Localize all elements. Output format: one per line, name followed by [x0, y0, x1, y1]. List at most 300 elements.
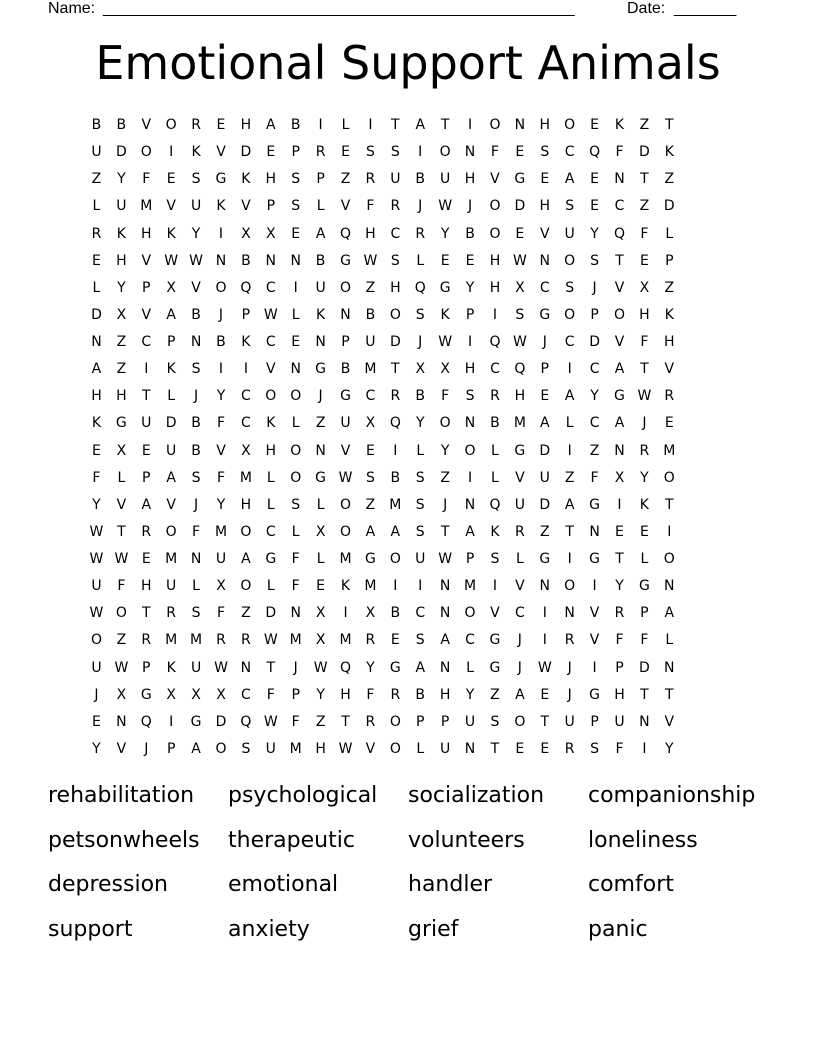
- grid-cell: E: [664, 415, 674, 432]
- grid-cell: L: [291, 523, 300, 540]
- grid-cell: L: [466, 659, 474, 676]
- grid-cell: T: [665, 117, 674, 133]
- grid-cell: D: [165, 415, 177, 432]
- grid-cell: K: [266, 415, 276, 432]
- grid-cell: K: [116, 225, 126, 242]
- grid-cell: F: [590, 469, 599, 486]
- grid-cell: T: [565, 523, 574, 540]
- grid-cell: E: [266, 144, 276, 161]
- grid-row: [84, 410, 732, 437]
- grid-cell: L: [491, 442, 499, 459]
- grid-cell: O: [564, 578, 576, 595]
- grid-cell: E: [515, 225, 525, 242]
- grid-cell: Z: [440, 469, 450, 486]
- grid-cell: B: [390, 469, 401, 486]
- grid-cell: C: [415, 605, 426, 622]
- grid-cell: Z: [365, 279, 376, 296]
- grid-cell: J: [542, 334, 547, 350]
- grid-cell: E: [92, 442, 101, 459]
- grid-cell: I: [592, 659, 597, 676]
- grid-cell: N: [464, 144, 476, 161]
- grid-cell: F: [366, 686, 375, 703]
- grid-cell: I: [642, 740, 647, 757]
- grid-cell: N: [664, 578, 675, 595]
- grid-cell: C: [514, 605, 525, 622]
- grid-cell: F: [615, 740, 624, 757]
- grid-cell: P: [316, 171, 325, 188]
- grid-cell: K: [241, 171, 251, 188]
- grid-cell: H: [265, 442, 277, 459]
- grid-cell: F: [192, 523, 201, 540]
- grid-cell: S: [565, 198, 575, 215]
- grid-cell: O: [439, 144, 451, 161]
- grid-cell: C: [539, 279, 550, 296]
- grid-cell: V: [539, 225, 550, 242]
- grid-cell: I: [218, 361, 224, 378]
- grid-cell: C: [390, 225, 401, 242]
- grid-cell: N: [464, 740, 476, 757]
- grid-cell: T: [391, 117, 400, 133]
- grid-cell: L: [266, 496, 275, 513]
- grid-cell: P: [540, 361, 549, 378]
- grid-cell: U: [390, 171, 401, 188]
- grid-cell: O: [290, 469, 302, 486]
- grid-cell: P: [291, 686, 300, 703]
- grid-cell: E: [515, 740, 525, 757]
- grid-cell: R: [241, 632, 251, 649]
- grid-cell: U: [514, 496, 525, 513]
- grid-cell: P: [590, 306, 599, 323]
- grid-cell: F: [216, 469, 226, 486]
- grid-cell: S: [415, 469, 425, 486]
- grid-cell: S: [415, 632, 425, 649]
- grid-cell: B: [465, 225, 475, 242]
- grid-cell: R: [490, 388, 500, 405]
- grid-cell: B: [415, 686, 426, 703]
- grid-cell: Z: [639, 117, 650, 133]
- word-list-item: comfort: [588, 872, 674, 897]
- grid-cell: H: [390, 279, 401, 296]
- grid-row: [84, 682, 732, 709]
- grid-cell: R: [315, 144, 326, 161]
- grid-cell: T: [341, 713, 350, 730]
- grid-cell: H: [116, 388, 127, 405]
- grid-cell: G: [589, 496, 600, 513]
- grid-cell: G: [589, 551, 600, 567]
- grid-cell: M: [663, 442, 676, 459]
- grid-row: [84, 492, 732, 519]
- grid-cell: V: [216, 442, 226, 459]
- grid-cell: F: [640, 632, 649, 649]
- grid-cell: N: [340, 306, 351, 323]
- grid-cell: G: [115, 415, 127, 432]
- grid-cell: B: [490, 415, 500, 432]
- grid-cell: P: [291, 144, 300, 161]
- grid-cell: T: [141, 605, 151, 622]
- grid-row: [84, 627, 732, 654]
- grid-cell: E: [291, 334, 301, 350]
- grid-cell: Z: [664, 279, 675, 296]
- grid-cell: T: [117, 523, 126, 540]
- grid-cell: N: [439, 605, 451, 622]
- grid-cell: G: [315, 361, 327, 378]
- grid-cell: L: [416, 252, 425, 269]
- grid-cell: E: [590, 198, 599, 215]
- grid-cell: Y: [465, 686, 475, 703]
- grid-cell: X: [266, 225, 276, 242]
- grid-cell: J: [443, 496, 448, 513]
- grid-cell: G: [340, 252, 351, 269]
- grid-cell: O: [215, 279, 227, 296]
- grid-cell: L: [167, 388, 176, 405]
- grid-cell: O: [165, 523, 177, 540]
- grid-cell: M: [140, 198, 153, 215]
- grid-cell: U: [440, 171, 451, 188]
- grid-cell: S: [590, 740, 600, 757]
- grid-cell: W: [512, 334, 527, 350]
- grid-cell: B: [116, 117, 127, 133]
- grid-cell: D: [589, 334, 600, 350]
- grid-cell: U: [614, 713, 625, 730]
- grid-cell: R: [390, 198, 401, 215]
- grid-row: [84, 546, 732, 573]
- grid-cell: V: [664, 713, 675, 730]
- grid-cell: S: [490, 713, 500, 730]
- grid-cell: U: [265, 740, 276, 757]
- grid-cell: X: [440, 361, 450, 378]
- grid-cell: E: [390, 632, 400, 649]
- grid-cell: P: [590, 713, 599, 730]
- grid-cell: X: [315, 632, 326, 649]
- grid-cell: L: [316, 551, 325, 567]
- grid-cell: O: [564, 252, 576, 269]
- grid-cell: K: [664, 144, 674, 161]
- grid-cell: L: [491, 469, 499, 486]
- grid-cell: N: [514, 117, 526, 133]
- grid-cell: U: [91, 659, 102, 676]
- grid-cell: U: [91, 144, 102, 161]
- grid-cell: A: [415, 659, 426, 676]
- grid-cell: B: [390, 605, 401, 622]
- grid-cell: D: [539, 442, 551, 459]
- grid-cell: W: [89, 551, 104, 567]
- grid-cell: M: [239, 469, 252, 486]
- grid-row: [84, 465, 732, 492]
- grid-cell: H: [240, 496, 252, 513]
- grid-cell: C: [589, 415, 600, 432]
- grid-cell: A: [564, 388, 575, 405]
- grid-cell: Q: [414, 279, 426, 296]
- grid-cell: Y: [415, 415, 425, 432]
- grid-cell: S: [465, 388, 475, 405]
- grid-cell: N: [564, 605, 575, 622]
- grid-cell: U: [190, 198, 202, 215]
- grid-cell: P: [166, 740, 176, 757]
- grid-cell: N: [614, 171, 625, 188]
- grid-cell: O: [165, 117, 177, 133]
- grid-cell: V: [365, 740, 376, 757]
- grid-cell: L: [665, 225, 674, 242]
- grid-cell: B: [216, 334, 226, 350]
- grid-cell: X: [241, 442, 251, 459]
- grid-cell: R: [664, 388, 675, 405]
- grid-cell: X: [191, 686, 201, 703]
- grid-cell: B: [241, 252, 251, 269]
- grid-cell: J: [642, 415, 647, 432]
- grid-cell: W: [537, 659, 552, 676]
- grid-cell: M: [339, 551, 352, 567]
- grid-cell: O: [464, 605, 476, 622]
- grid-cell: E: [515, 144, 525, 161]
- grid-cell: F: [266, 686, 275, 703]
- grid-cell: Z: [639, 198, 650, 215]
- grid-cell: T: [615, 551, 624, 567]
- grid-cell: R: [390, 686, 401, 703]
- grid-cell: I: [218, 225, 224, 242]
- grid-cell: S: [291, 198, 301, 215]
- grid-cell: N: [464, 496, 476, 513]
- grid-cell: O: [489, 225, 501, 242]
- grid-cell: V: [664, 361, 675, 378]
- grid-cell: E: [365, 442, 375, 459]
- grid-cell: E: [540, 171, 550, 188]
- grid-cell: N: [290, 361, 301, 378]
- grid-cell: V: [116, 740, 127, 757]
- grid-cell: M: [289, 740, 302, 757]
- grid-cell: N: [215, 252, 227, 269]
- grid-cell: S: [191, 469, 201, 486]
- grid-cell: H: [664, 334, 675, 350]
- grid-cell: M: [364, 361, 377, 378]
- grid-cell: O: [389, 306, 401, 323]
- grid-cell: Z: [116, 334, 127, 350]
- grid-cell: A: [191, 740, 201, 757]
- grid-cell: L: [316, 198, 325, 215]
- grid-cell: J: [517, 632, 522, 649]
- grid-row: [84, 655, 732, 682]
- grid-cell: J: [592, 279, 597, 296]
- grid-cell: P: [640, 605, 649, 622]
- grid-cell: J: [418, 334, 423, 350]
- grid-cell: A: [266, 117, 276, 133]
- grid-cell: C: [241, 686, 251, 703]
- grid-cell: L: [665, 632, 674, 649]
- grid-cell: K: [166, 225, 176, 242]
- grid-cell: Y: [117, 171, 126, 188]
- grid-cell: A: [465, 523, 475, 540]
- grid-cell: P: [416, 713, 425, 730]
- grid-cell: K: [241, 334, 251, 350]
- grid-cell: N: [91, 334, 102, 350]
- grid-cell: J: [318, 388, 323, 405]
- grid-cell: U: [340, 415, 351, 432]
- grid-row: [84, 356, 732, 383]
- grid-cell: V: [340, 198, 351, 215]
- grid-cell: O: [564, 306, 576, 323]
- grid-cell: J: [418, 198, 423, 215]
- word-list-item: volunteers: [408, 827, 525, 853]
- grid-cell: W: [114, 659, 129, 676]
- grid-cell: K: [614, 117, 625, 133]
- grid-cell: G: [638, 578, 650, 595]
- grid-cell: N: [639, 713, 650, 730]
- grid-cell: J: [218, 306, 224, 323]
- grid-row: [84, 193, 732, 220]
- grid-cell: I: [542, 605, 547, 622]
- grid-cell: W: [214, 659, 228, 676]
- grid-cell: Y: [117, 279, 126, 296]
- grid-cell: O: [290, 388, 302, 405]
- grid-cell: Z: [564, 469, 575, 486]
- grid-cell: F: [92, 469, 101, 486]
- grid-cell: C: [614, 198, 625, 215]
- grid-cell: J: [194, 496, 199, 513]
- grid-cell: W: [512, 252, 527, 269]
- grid-cell: F: [216, 605, 226, 622]
- grid-cell: Y: [640, 469, 649, 486]
- grid-cell: G: [265, 551, 277, 567]
- grid-cell: N: [439, 578, 451, 595]
- grid-cell: M: [364, 578, 377, 595]
- grid-cell: H: [315, 740, 326, 757]
- grid-cell: I: [492, 306, 498, 323]
- grid-cell: U: [539, 469, 550, 486]
- grid-cell: N: [315, 334, 326, 350]
- word-list: [48, 778, 768, 956]
- grid-cell: D: [91, 306, 102, 323]
- grid-cell: W: [263, 306, 278, 323]
- grid-cell: V: [515, 469, 525, 486]
- grid-cell: W: [438, 198, 453, 215]
- grid-cell: E: [316, 578, 326, 595]
- grid-row: [84, 736, 732, 763]
- grid-row: [84, 275, 732, 302]
- grid-cell: U: [464, 713, 476, 730]
- grid-cell: O: [240, 578, 252, 595]
- grid-cell: R: [91, 225, 102, 242]
- grid-cell: J: [194, 388, 199, 405]
- grid-cell: G: [539, 551, 551, 567]
- grid-cell: W: [189, 252, 203, 269]
- grid-cell: M: [464, 578, 477, 595]
- grid-cell: I: [169, 713, 174, 730]
- grid-cell: N: [315, 442, 326, 459]
- grid-cell: P: [266, 198, 276, 215]
- grid-cell: Q: [340, 225, 352, 242]
- grid-cell: X: [166, 686, 176, 703]
- grid-cell: K: [664, 306, 674, 323]
- grid-cell: J: [293, 659, 298, 676]
- grid-cell: C: [265, 523, 276, 540]
- grid-cell: B: [315, 252, 326, 269]
- grid-cell: V: [166, 496, 176, 513]
- grid-cell: R: [166, 605, 177, 622]
- grid-cell: S: [191, 605, 201, 622]
- grid-cell: N: [240, 659, 252, 676]
- grid-cell: X: [116, 442, 127, 459]
- grid-cell: W: [438, 551, 453, 567]
- grid-cell: P: [142, 279, 151, 296]
- grid-cell: H: [614, 686, 625, 703]
- grid-cell: O: [613, 306, 625, 323]
- grid-cell: I: [542, 632, 547, 649]
- grid-cell: T: [640, 171, 649, 188]
- grid-cell: F: [291, 578, 300, 595]
- grid-cell: W: [637, 388, 652, 405]
- grid-cell: B: [340, 361, 351, 378]
- grid-cell: Z: [589, 442, 600, 459]
- grid-cell: N: [664, 659, 675, 676]
- grid-cell: V: [216, 144, 226, 161]
- grid-cell: W: [338, 740, 353, 757]
- grid-cell: I: [393, 442, 398, 459]
- grid-cell: O: [489, 198, 501, 215]
- grid-cell: E: [141, 551, 151, 567]
- grid-cell: X: [241, 225, 251, 242]
- word-list-item: socialization: [408, 783, 545, 808]
- grid-cell: C: [465, 632, 475, 649]
- word-list-item: panic: [588, 916, 648, 942]
- grid-cell: R: [614, 605, 625, 622]
- grid-cell: H: [365, 225, 376, 242]
- grid-cell: I: [243, 361, 248, 378]
- grid-cell: O: [265, 388, 277, 405]
- grid-cell: L: [416, 442, 425, 459]
- grid-cell: R: [639, 442, 650, 459]
- grid-cell: D: [240, 144, 252, 161]
- grid-cell: K: [166, 361, 176, 378]
- grid-cell: N: [439, 659, 451, 676]
- grid-cell: A: [141, 496, 152, 513]
- grid-cell: A: [315, 225, 326, 242]
- grid-cell: U: [564, 225, 575, 242]
- grid-cell: R: [216, 632, 226, 649]
- grid-cell: E: [540, 388, 550, 405]
- grid-cell: C: [589, 361, 600, 378]
- grid-cell: R: [141, 523, 152, 540]
- grid-cell: X: [639, 279, 650, 296]
- grid-cell: T: [640, 686, 649, 703]
- grid-cell: I: [467, 117, 473, 133]
- grid-cell: O: [564, 117, 576, 133]
- grid-cell: V: [191, 279, 201, 296]
- grid-cell: A: [390, 523, 401, 540]
- grid-cell: N: [265, 252, 277, 269]
- grid-cell: B: [415, 171, 426, 188]
- grid-cell: M: [214, 523, 228, 540]
- grid-cell: Z: [490, 686, 500, 703]
- grid-cell: S: [515, 306, 525, 323]
- grid-cell: X: [116, 686, 127, 703]
- grid-cell: P: [142, 659, 151, 676]
- grid-cell: V: [490, 171, 500, 188]
- grid-cell: N: [539, 252, 550, 269]
- grid-cell: A: [539, 415, 550, 432]
- grid-cell: S: [191, 361, 201, 378]
- date-blank: _______: [674, 0, 737, 17]
- grid-cell: I: [418, 578, 423, 595]
- grid-cell: K: [191, 144, 201, 161]
- grid-cell: O: [340, 496, 352, 513]
- grid-cell: A: [166, 469, 176, 486]
- grid-cell: H: [464, 171, 476, 188]
- grid-cell: T: [391, 361, 400, 378]
- page-title: Emotional Support Animals: [95, 36, 721, 90]
- grid-cell: S: [191, 171, 201, 188]
- grid-cell: D: [514, 198, 526, 215]
- grid-cell: N: [589, 523, 600, 540]
- grid-cell: P: [341, 334, 350, 350]
